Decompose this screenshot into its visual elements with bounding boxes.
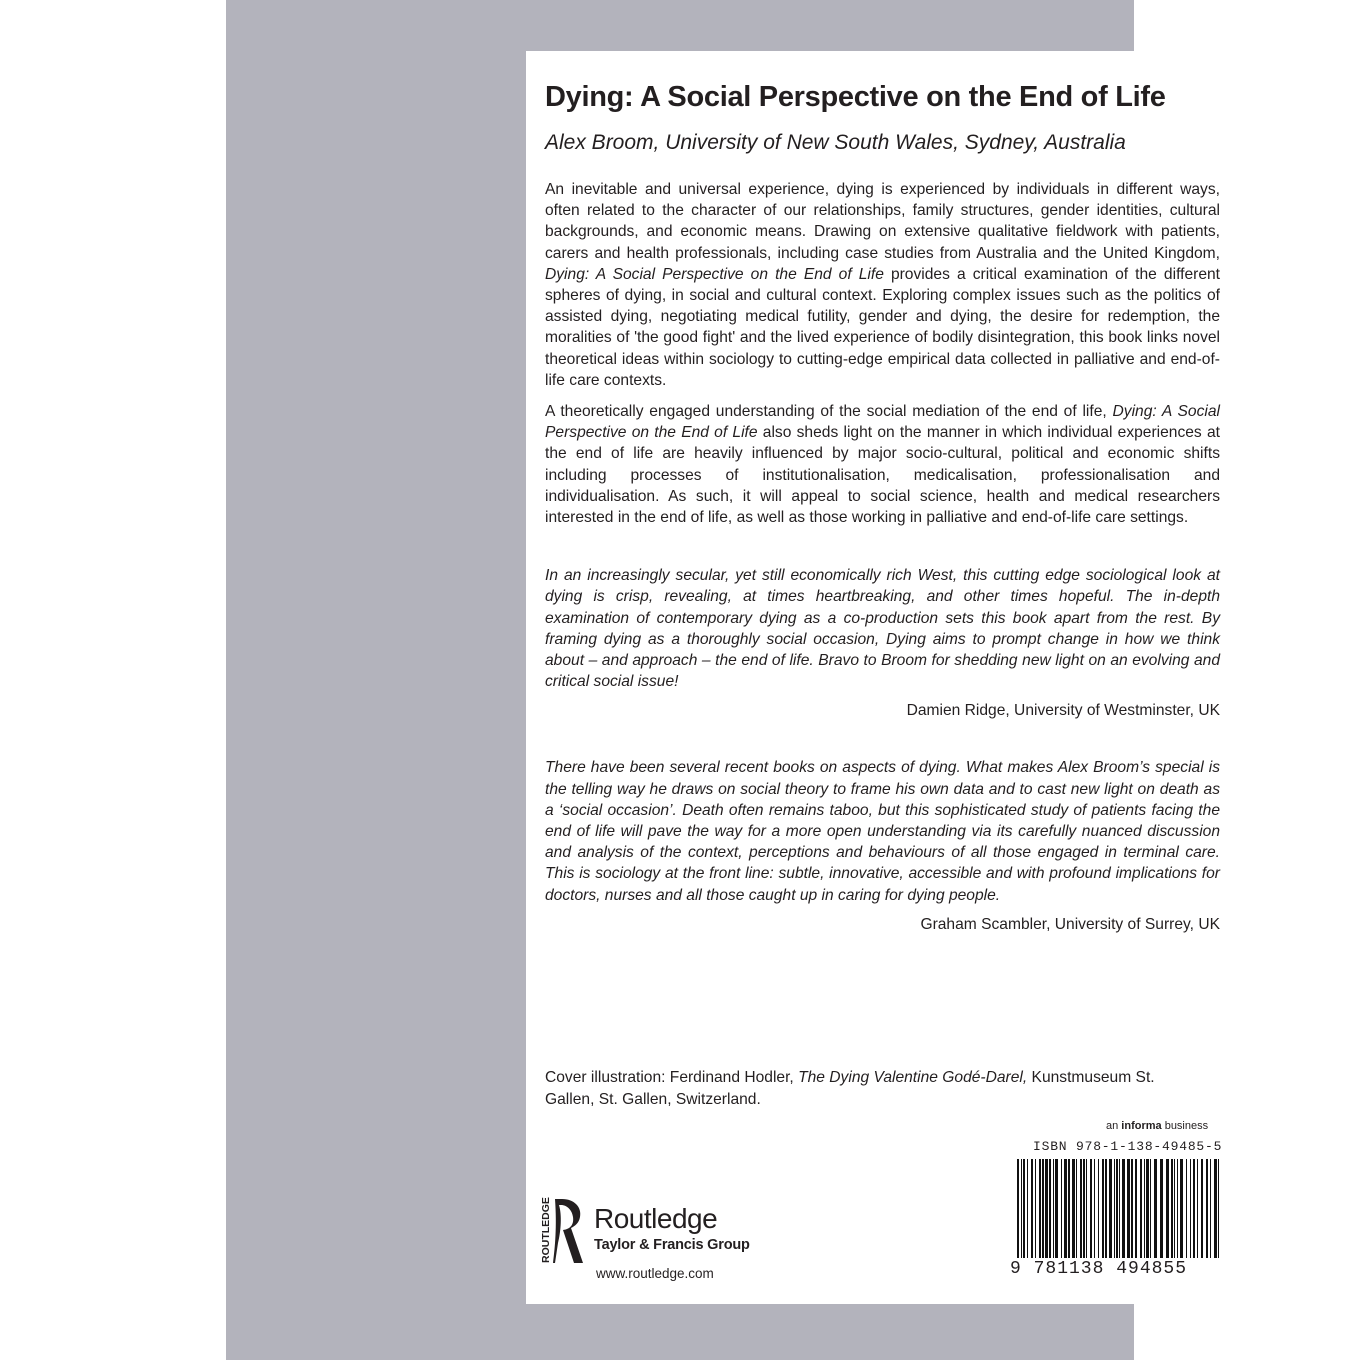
text-panel: [526, 51, 1244, 1304]
cover-illustration-credit: Cover illustration: Ferdinand Hodler, The Dying Valentine Godé-Darel, Kunstmuseum St. Gallen, St. Gallen, Switzerland.: [545, 1069, 1155, 1108]
barcode-bar: [1144, 1159, 1145, 1269]
barcode-bar: [1166, 1159, 1169, 1269]
barcode-bar: [1072, 1159, 1075, 1269]
barcode-bar: [1102, 1159, 1104, 1269]
barcode-bar: [1193, 1159, 1195, 1269]
barcode-bar: [1114, 1159, 1115, 1269]
barcode-bar: [1080, 1159, 1082, 1269]
barcode-bar: [1068, 1159, 1070, 1269]
barcode-bar: [1031, 1159, 1033, 1269]
title-reference: Dying: A Social Perspective on the End of Life: [545, 265, 884, 283]
endorsement-attribution: Graham Scambler, University of Surrey, UK: [920, 915, 1220, 933]
barcode-bar: [1090, 1159, 1092, 1269]
barcode-bar: [1119, 1159, 1120, 1269]
barcode-bar: [1160, 1159, 1163, 1269]
endorsement-quote: In an increasingly secular, yet still economically rich West, this cutting edge sociological look at dying is crisp, revealing, at times heartbreaking, and other times hopeful. The in-depth examination of contemporary dying as a co-production sets this book apart from the rest. By framing dying as a thoroughly social occasion, Dying aims to prompt change in how we think about – and approach – the end of life. Bravo to Broom for shedding new light on an evolving and critical social issue!: [545, 567, 1220, 691]
barcode-bar: [1049, 1159, 1051, 1269]
barcode-bar: [1023, 1159, 1025, 1269]
barcode-bar: [1053, 1159, 1054, 1269]
barcode-bar: [1061, 1159, 1062, 1269]
barcode-bar: [1086, 1159, 1087, 1269]
barcode-bar: [1201, 1159, 1203, 1269]
barcode-bar: [1180, 1159, 1183, 1269]
barcode-bar: [1055, 1159, 1058, 1269]
barcode-bar: [1064, 1159, 1067, 1269]
description-paragraph-2: A theoretically engaged understanding of the social mediation of the end of life, Dying: A Social Perspective on the End of Life also sheds light on the manner in which individual experiences at the end of life are heavily influenced by major socio-cultural, political and economic shifts including processes of institutionalisation, medicalisation, professionalisation and individualisation. As such, it will appeal to social science, health and medical researchers interested in the end of life, as well as those working in palliative and end-of-life care settings.: [545, 403, 1220, 527]
barcode-bar: [1210, 1159, 1211, 1269]
author-line: Alex Broom, University of New South Wales, Sydney, Australia: [545, 131, 1126, 154]
informa-business-label: an informa business: [1106, 1120, 1209, 1132]
barcode-bar: [1127, 1159, 1130, 1269]
barcode-number: 9 781138 494855: [1010, 1258, 1230, 1280]
barcode-bar: [1197, 1159, 1198, 1269]
barcode-bar: [1186, 1159, 1187, 1269]
title-reference: Dying: A Social Perspective on the End of Life: [545, 403, 1220, 442]
barcode-bar: [1035, 1159, 1036, 1269]
barcode-bar: [1083, 1159, 1085, 1269]
barcode-bar: [1017, 1159, 1019, 1269]
logo-vertical-text: ROUTLEDGE: [540, 1197, 552, 1263]
barcode-bar: [1131, 1159, 1133, 1269]
barcode-bar: [1094, 1159, 1095, 1269]
barcode: [1015, 1159, 1223, 1269]
book-cover-back: [226, 0, 1223, 1360]
barcode-bar: [1105, 1159, 1107, 1269]
barcode-bar: [1190, 1159, 1191, 1269]
barcode-bar: [1076, 1159, 1077, 1269]
barcode-bar: [1098, 1159, 1099, 1269]
barcode-bar: [1214, 1159, 1217, 1269]
isbn-label: ISBN 978-1-138-49485-5: [1033, 1139, 1223, 1154]
barcode-bar: [1174, 1159, 1175, 1269]
barcode-bar: [1027, 1159, 1028, 1269]
barcode-bar: [1122, 1159, 1125, 1269]
barcode-bar: [1140, 1159, 1142, 1269]
barcode-bar: [1045, 1159, 1048, 1269]
endorsement-quote: There have been several recent books on aspects of dying. What makes Alex Broom’s special is the telling way he draws on social theory to frame his own data and to cast new light on death as a ‘social occasion’. Death often remains taboo, but this sophisticated study of patients facing the end of life will pave the way for a more open understanding via its carefully nuanced discussion and analysis of the context, perceptions and behaviours of all those engaged in terminal care. This is sociology at the front line: subtle, innovative, accessible and with profound implications for doctors, nurses and all those caught up in caring for dying people.: [545, 759, 1220, 904]
barcode-bar: [1154, 1159, 1157, 1269]
barcode-bar: [1206, 1159, 1208, 1269]
barcode-bar: [1218, 1159, 1219, 1269]
routledge-logo-icon: [538, 1197, 586, 1265]
barcode-bar: [1039, 1159, 1041, 1269]
barcode-bar: [1042, 1159, 1044, 1269]
book-title: Dying: A Social Perspective on the End of Life: [545, 81, 1166, 113]
endorsement-attribution: Damien Ridge, University of Westminster, UK: [906, 702, 1220, 720]
barcode-bar: [1150, 1159, 1151, 1269]
publisher-group: Taylor & Francis Group: [594, 1237, 750, 1253]
publisher-name: Routledge: [594, 1203, 718, 1234]
barcode-bar: [1021, 1159, 1022, 1269]
barcode-bar: [1116, 1159, 1118, 1269]
description-paragraph-1: An inevitable and universal experience, dying is experienced by individuals in different ways, often related to the character of our relationships, family structures, gender identities, cultural backgrounds, and economic means. Drawing on extensive qualitative fieldwork with patients, carers and health professionals, including case studies from Australia and the United Kingdom, Dying: A Social Perspective on the End of Life provides a critical examination of the different spheres of dying, in social and cultural context. Exploring complex issues such as the politics of assisted dying, negotiating medical futility, gender and dying, the desire for redemption, the moralities of 'the good fight' and the lived experience of bodily disintegration, this book links novel theoretical ideas within sociology to cutting-edge empirical data collected in palliative and end-of-life care contexts.: [545, 181, 1220, 389]
barcode-bar: [1146, 1159, 1149, 1269]
main-text: [545, 77, 1220, 935]
publisher-url[interactable]: www.routledge.com: [596, 1266, 714, 1281]
barcode-bar: [1177, 1159, 1178, 1269]
barcode-bar: [1171, 1159, 1173, 1269]
barcode-bar: [1109, 1159, 1112, 1269]
barcode-bar: [1135, 1159, 1137, 1269]
